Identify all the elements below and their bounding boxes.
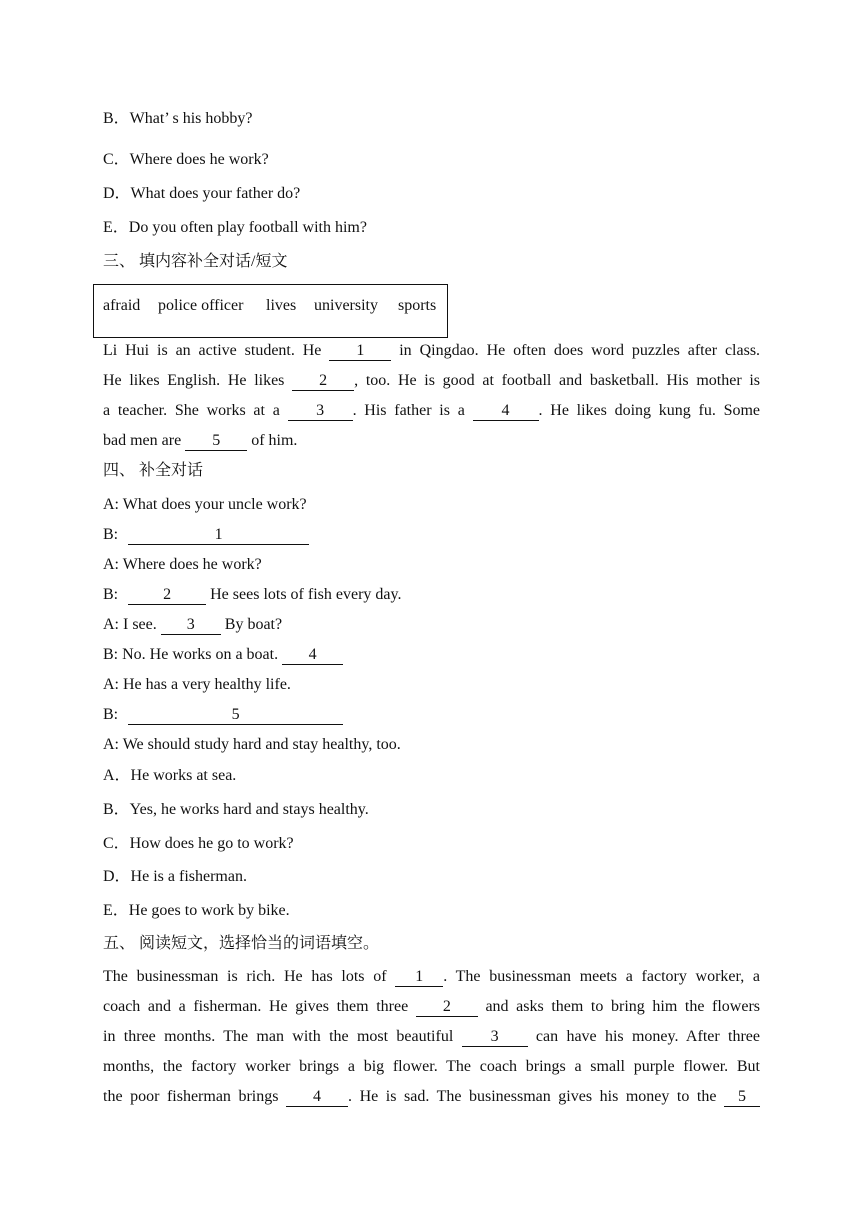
word-box-item: police officer	[158, 297, 244, 314]
passage-line: bad men are 5 of him.	[103, 432, 298, 449]
passage-line: months, the factory worker brings a big flower. The coach brings a small purple flower. But	[103, 1058, 760, 1075]
section-heading-4: 四、 补全对话	[103, 462, 204, 479]
option-d: D．He is a fisherman.	[103, 868, 247, 885]
section-heading-3: 三、 填内容补全对话/短文	[103, 253, 288, 270]
blank[interactable]: 2	[292, 372, 354, 391]
passage-line: in three months. The man with the most beautiful 3 can have his money. After three	[103, 1028, 760, 1045]
option-c: C．Where does he work?	[103, 151, 269, 168]
option-b: B．What’ s his hobby?	[103, 110, 253, 127]
blank[interactable]: 5	[185, 432, 247, 451]
word-box-item: afraid	[103, 297, 141, 314]
word-box-item: lives	[266, 297, 297, 314]
option-a: A．He works at sea.	[103, 767, 237, 784]
dialogue-line: B: No. He works on a boat. 4	[103, 645, 343, 665]
blank[interactable]: 1	[395, 968, 443, 987]
option-d: D．What does your father do?	[103, 185, 301, 202]
blank[interactable]: 3	[161, 616, 221, 635]
passage-line: Li Hui is an active student. He 1 in Qingdao. He often does word puzzles after class.	[103, 342, 761, 359]
dialogue-line: A: What does your uncle work?	[103, 496, 307, 513]
dialogue-line: A: We should study hard and stay healthy, too.	[103, 736, 401, 753]
dialogue-line: A: Where does he work?	[103, 556, 262, 573]
dialogue-line: B: 1	[103, 525, 309, 545]
passage-line: The businessman is rich. He has lots of 1 . The businessman meets a factory worker, a	[103, 968, 761, 985]
passage-line: a teacher. She works at a 3 . His father is a 4 . He likes doing kung fu. Some	[103, 402, 761, 419]
option-c: C．How does he go to work?	[103, 835, 294, 852]
dialogue-line: B: 2 He sees lots of fish every day.	[103, 586, 402, 603]
option-e: E．He goes to work by bike.	[103, 902, 290, 919]
blank[interactable]: 3	[288, 402, 353, 421]
blank[interactable]: 5	[128, 706, 343, 725]
blank[interactable]: 1	[128, 526, 309, 545]
option-b: B．Yes, he works hard and stays healthy.	[103, 801, 369, 818]
dialogue-line: A: He has a very healthy life.	[103, 676, 291, 693]
blank[interactable]: 2	[416, 998, 478, 1017]
dialogue-line: A: I see. 3 By boat?	[103, 616, 283, 633]
word-box-item: sports	[398, 297, 437, 314]
blank[interactable]: 5	[724, 1088, 760, 1107]
blank[interactable]: 4	[473, 402, 539, 421]
passage-line: coach and a fisherman. He gives them three 2 and asks them to bring him the flowers	[103, 998, 761, 1015]
word-box-item: university	[314, 297, 378, 314]
blank[interactable]: 3	[462, 1028, 528, 1047]
passage-line: the poor fisherman brings 4 . He is sad. The businessman gives his money to the 5	[103, 1087, 760, 1127]
blank[interactable]: 2	[128, 586, 206, 605]
blank[interactable]: 1	[329, 342, 391, 361]
passage-line: He likes English. He likes 2 , too. He is good at football and basketball. His mother is	[103, 372, 761, 389]
dialogue-line: B: 5	[103, 705, 343, 725]
option-e: E．Do you often play football with him?	[103, 219, 367, 236]
blank[interactable]: 4	[286, 1088, 348, 1107]
section-heading-5: 五、 阅读短文，选择恰当的词语填空。	[103, 935, 380, 952]
blank[interactable]: 4	[282, 646, 343, 665]
